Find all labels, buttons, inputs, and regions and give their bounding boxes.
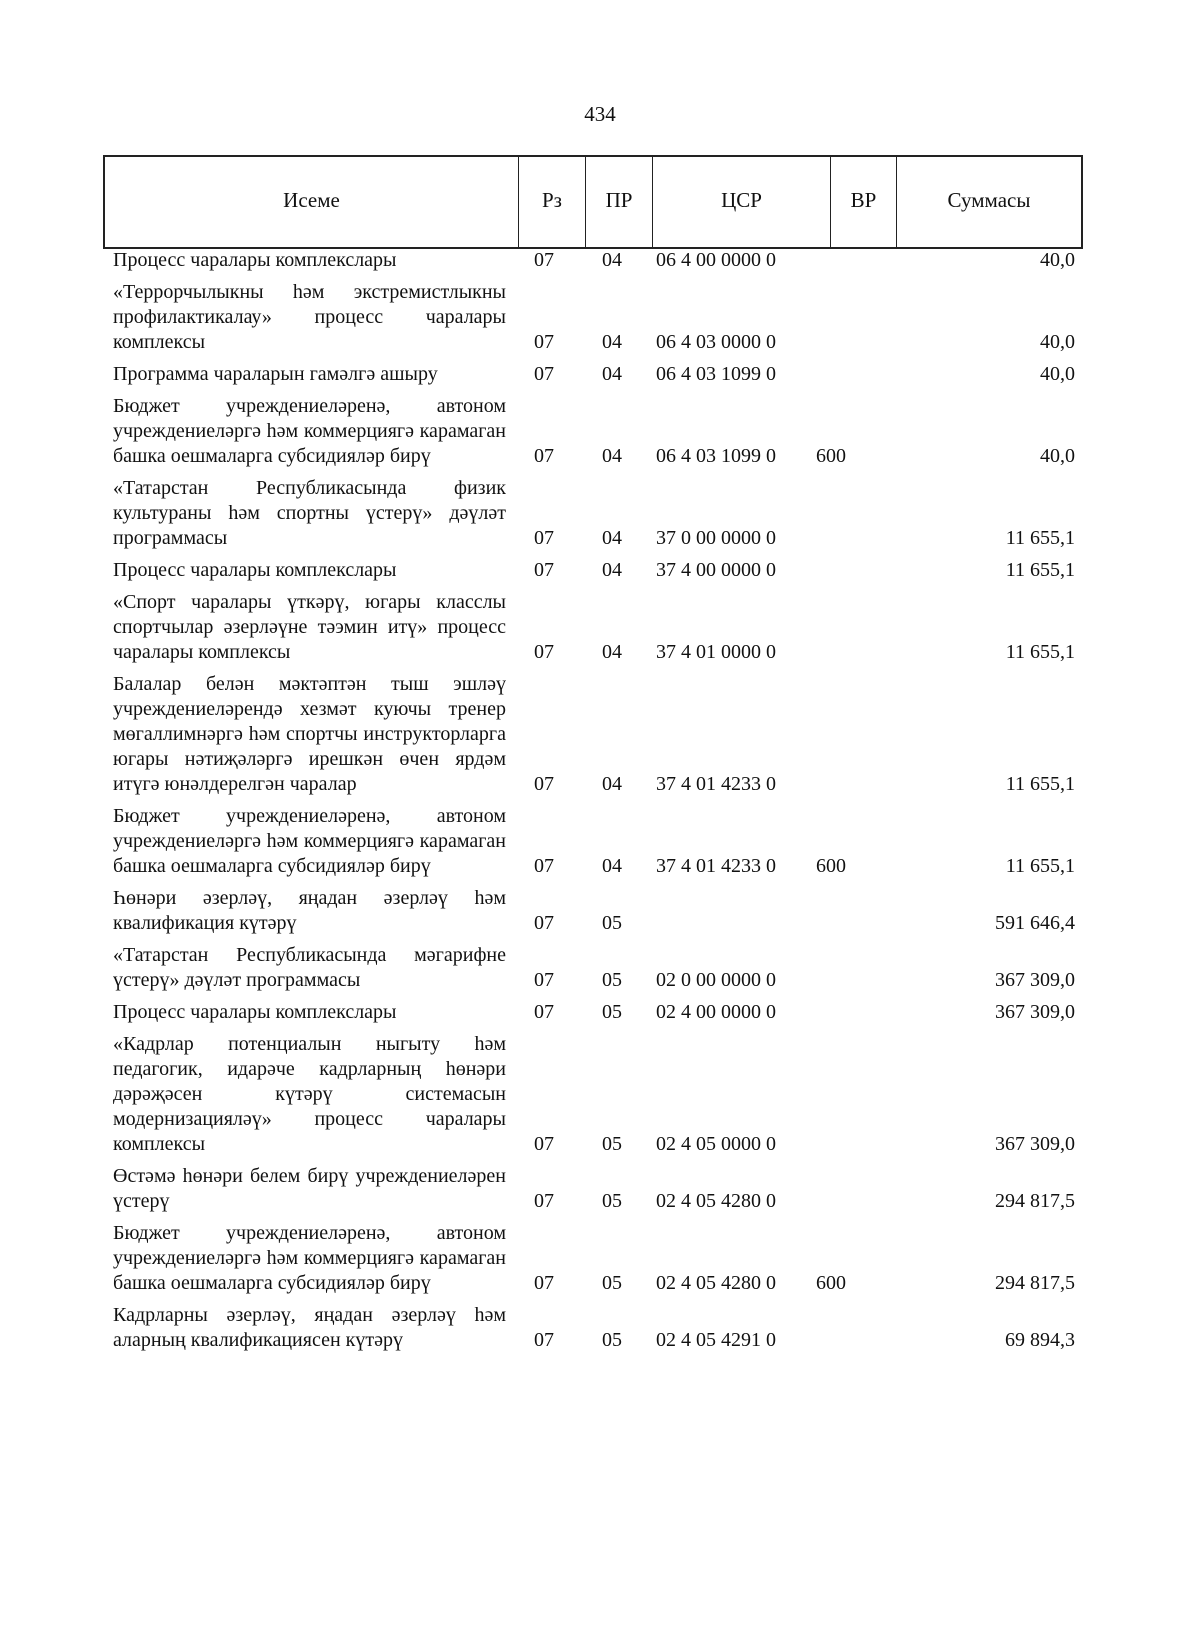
row-csr: 06 4 03 1099 0 xyxy=(656,445,776,467)
header-vr: ВР xyxy=(831,157,897,247)
row-rz: 07 xyxy=(534,559,554,581)
table-row xyxy=(113,394,1083,469)
row-sum: 40,0 xyxy=(1040,445,1075,467)
header-csr: ЦСР xyxy=(653,157,831,247)
row-csr: 06 4 03 1099 0 xyxy=(656,363,776,385)
row-sum: 367 309,0 xyxy=(995,1001,1075,1023)
row-name: Процесс чаралары комплекслары xyxy=(113,1001,397,1023)
row-csr: 02 4 05 4280 0 xyxy=(656,1272,776,1294)
row-csr: 02 4 05 4291 0 xyxy=(656,1329,776,1351)
row-rz: 07 xyxy=(534,773,554,795)
row-csr: 37 4 01 0000 0 xyxy=(656,641,776,663)
row-vr: 600 xyxy=(816,445,846,467)
row-sum: 40,0 xyxy=(1040,331,1075,353)
row-rz: 07 xyxy=(534,1190,554,1212)
row-rz: 07 xyxy=(534,1272,554,1294)
row-pr: 04 xyxy=(602,773,622,795)
row-name: Өстәмә һөнәри белем бирү учреждениеләрен үстерү xyxy=(113,1165,506,1212)
row-name: Процесс чаралары комплекслары xyxy=(113,559,397,581)
row-sum: 367 309,0 xyxy=(995,1133,1075,1155)
row-rz: 07 xyxy=(534,1133,554,1155)
row-rz: 07 xyxy=(534,527,554,549)
row-csr: 37 0 00 0000 0 xyxy=(656,527,776,549)
table-row xyxy=(113,558,1083,583)
row-sum: 69 894,3 xyxy=(1005,1329,1075,1351)
row-pr: 04 xyxy=(602,855,622,877)
row-rz: 07 xyxy=(534,445,554,467)
page-number: 434 xyxy=(584,102,616,126)
row-name: Кадрларны әзерләү, яңадан әзерләү һәм аларның квалификациясен күтәрү xyxy=(113,1304,506,1351)
row-rz: 07 xyxy=(534,249,554,271)
row-name: Программа чараларын гамәлгә ашыру xyxy=(113,363,438,385)
row-name: Һөнәри әзерләү, яңадан әзерләү һәм квалификация күтәрү xyxy=(113,887,506,934)
row-name: «Татарстан Республикасында мәгарифне үстерү» дәүләт программасы xyxy=(113,944,506,991)
table-row xyxy=(113,1000,1083,1025)
row-pr: 05 xyxy=(602,1190,622,1212)
header-name: Исеме xyxy=(105,157,519,247)
row-name: Бюджет учреждениеләренә, автоном учреждениеләргә һәм коммерциягә карамаган башка оешмаларга субсидияләр бирү xyxy=(113,1222,506,1294)
row-csr: 02 4 05 0000 0 xyxy=(656,1133,776,1155)
table-row xyxy=(113,1164,1083,1214)
row-pr: 05 xyxy=(602,1272,622,1294)
table-body xyxy=(113,248,1083,1360)
row-csr: 37 4 00 0000 0 xyxy=(656,559,776,581)
row-name: Балалар белән мәктәптән тыш эшләү учреждениеләрендә хезмәт куючы тренер мөгаллимнәргә һәм спортчы инструкторларга югары нәтиҗәләргә ирешкән өчен ярдәм итүгә юнәлдерелгән чаралар xyxy=(113,673,506,795)
row-csr: 02 4 05 4280 0 xyxy=(656,1190,776,1212)
row-sum: 294 817,5 xyxy=(995,1190,1075,1212)
row-sum: 11 655,1 xyxy=(1005,527,1075,549)
row-vr: 600 xyxy=(816,855,846,877)
row-pr: 04 xyxy=(602,527,622,549)
header-sum: Суммасы xyxy=(947,187,1031,212)
row-pr: 04 xyxy=(602,445,622,467)
row-rz: 07 xyxy=(534,363,554,385)
row-name: «Террорчылыкны һәм экстремистлыкны профилактикалау» процесс чаралары комплексы xyxy=(113,281,506,353)
table-row xyxy=(113,362,1083,387)
row-sum: 294 817,5 xyxy=(995,1272,1075,1294)
row-csr: 37 4 01 4233 0 xyxy=(656,855,776,877)
row-vr: 600 xyxy=(816,1272,846,1294)
row-sum: 591 646,4 xyxy=(995,912,1075,934)
row-name: «Спорт чаралары үткәрү, югары класслы спортчылар әзерләүне тәэмин итү» процесс чаралары комплексы xyxy=(113,591,506,663)
row-rz: 07 xyxy=(534,912,554,934)
table-row xyxy=(113,804,1083,879)
row-pr: 05 xyxy=(602,1329,622,1351)
row-rz: 07 xyxy=(534,1329,554,1351)
row-pr: 04 xyxy=(602,559,622,581)
row-pr: 04 xyxy=(602,641,622,663)
table-row xyxy=(113,590,1083,665)
table-row xyxy=(113,672,1083,797)
row-name: «Кадрлар потенциалын ныгыту һәм педагогик, идарәче кадрларның һөнәри дәрәҗәсен күтәрү системасын модернизацияләү» процесс чаралары комплексы xyxy=(113,1033,506,1155)
row-pr: 04 xyxy=(602,363,622,385)
table-row xyxy=(113,1221,1083,1296)
row-pr: 05 xyxy=(602,912,622,934)
row-name: «Татарстан Республикасында физик культураны һәм спортны үстерү» дәүләт программасы xyxy=(113,477,506,549)
row-sum: 11 655,1 xyxy=(1005,855,1075,877)
row-rz: 07 xyxy=(534,331,554,353)
row-rz: 07 xyxy=(534,855,554,877)
row-csr: 02 4 00 0000 0 xyxy=(656,1001,776,1023)
row-sum: 367 309,0 xyxy=(995,969,1075,991)
row-pr: 05 xyxy=(602,969,622,991)
table-row xyxy=(113,1303,1083,1353)
row-rz: 07 xyxy=(534,1001,554,1023)
table-header xyxy=(103,155,1083,249)
row-sum: 11 655,1 xyxy=(1005,641,1075,663)
row-sum: 11 655,1 xyxy=(1005,559,1075,581)
row-pr: 04 xyxy=(602,249,622,271)
table-row xyxy=(113,476,1083,551)
table-row xyxy=(113,1032,1083,1157)
row-pr: 04 xyxy=(602,331,622,353)
row-sum: 11 655,1 xyxy=(1005,773,1075,795)
row-pr: 05 xyxy=(602,1001,622,1023)
header-pr: ПР xyxy=(586,157,653,247)
row-csr: 37 4 01 4233 0 xyxy=(656,773,776,795)
row-csr: 06 4 00 0000 0 xyxy=(656,249,776,271)
table-row xyxy=(113,886,1083,936)
row-name: Процесс чаралары комплекслары xyxy=(113,249,397,271)
row-sum: 40,0 xyxy=(1040,249,1075,271)
row-name: Бюджет учреждениеләренә, автоном учреждениеләргә һәм коммерциягә карамаган башка оешмаларга субсидияләр бирү xyxy=(113,395,506,467)
row-rz: 07 xyxy=(534,641,554,663)
row-pr: 05 xyxy=(602,1133,622,1155)
header-rz: Рз xyxy=(519,157,586,247)
row-rz: 07 xyxy=(534,969,554,991)
row-csr: 06 4 03 0000 0 xyxy=(656,331,776,353)
table-row xyxy=(113,248,1083,273)
row-name: Бюджет учреждениеләренә, автоном учреждениеләргә һәм коммерциягә карамаган башка оешмаларга субсидияләр бирү xyxy=(113,805,506,877)
table-row xyxy=(113,280,1083,355)
row-sum: 40,0 xyxy=(1040,363,1075,385)
row-csr: 02 0 00 0000 0 xyxy=(656,969,776,991)
table-row xyxy=(113,943,1083,993)
